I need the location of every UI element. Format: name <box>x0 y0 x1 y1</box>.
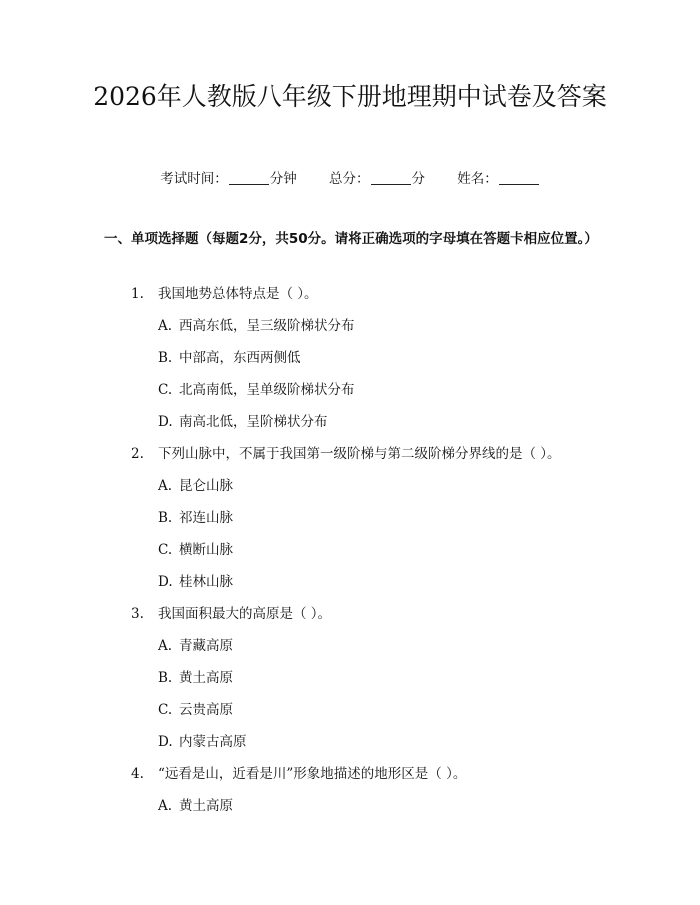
option-2a <box>158 474 233 494</box>
time-info <box>160 167 297 187</box>
option-3c <box>158 698 233 718</box>
name-blank <box>499 184 539 185</box>
option-text: 北高南低，呈单级阶梯状分布 <box>179 382 355 398</box>
name-info <box>457 167 540 187</box>
option-letter: B. <box>158 350 173 366</box>
option-text: 横断山脉 <box>179 542 233 558</box>
question-text: “远看是山，近看是川”形象地描述的地形区是（ ）。 <box>158 766 467 782</box>
option-text: 中部高，东西两侧低 <box>179 350 301 366</box>
question-text: 我国面积最大的高原是（ ）。 <box>158 606 332 622</box>
option-text: 南高北低，呈阶梯状分布 <box>179 414 328 430</box>
option-letter: D. <box>158 414 173 430</box>
option-text: 内蒙古高原 <box>179 734 247 750</box>
option-1b <box>158 346 301 366</box>
option-letter: C. <box>158 382 173 398</box>
option-letter: D. <box>158 734 173 750</box>
section-heading: 一、单项选择题（每题2分，共50分。请将正确选项的字母填在答题卡相应位置。） <box>104 231 598 247</box>
question-text: 下列山脉中，不属于我国第一级阶梯与第二级阶梯分界线的是（ ）。 <box>158 446 561 462</box>
option-2b <box>158 506 233 526</box>
question-1 <box>131 282 318 302</box>
option-letter: A. <box>158 798 173 814</box>
option-3a <box>158 634 233 654</box>
option-text: 黄土高原 <box>179 798 233 814</box>
option-letter: B. <box>158 670 173 686</box>
score-info <box>329 167 425 187</box>
option-text: 桂林山脉 <box>179 574 233 590</box>
option-2d <box>158 570 233 590</box>
option-text: 西高东低，呈三级阶梯状分布 <box>179 318 355 334</box>
option-text: 青藏高原 <box>179 638 233 654</box>
option-letter: B. <box>158 510 173 526</box>
page-title: 2026年人教版八年级下册地理期中试卷及答案 <box>93 82 607 111</box>
exam-info-line <box>0 167 700 187</box>
option-letter: D. <box>158 574 173 590</box>
option-1a <box>158 314 355 334</box>
option-letter: A. <box>158 478 173 494</box>
question-number: 3. <box>131 606 144 622</box>
question-number: 4. <box>131 766 144 782</box>
option-3b <box>158 666 233 686</box>
time-blank <box>229 184 269 185</box>
option-1c <box>158 378 355 398</box>
question-number: 1. <box>131 286 144 302</box>
question-number: 2. <box>131 446 144 462</box>
option-letter: C. <box>158 702 173 718</box>
option-4a <box>158 794 233 814</box>
score-label: 总分： <box>329 171 370 187</box>
score-blank <box>371 184 411 185</box>
time-label: 考试时间： <box>160 171 228 187</box>
option-3d <box>158 730 247 750</box>
option-letter: A. <box>158 318 173 334</box>
time-unit: 分钟 <box>269 171 297 187</box>
option-letter: A. <box>158 638 173 654</box>
option-text: 黄土高原 <box>179 670 233 686</box>
score-unit: 分 <box>411 171 425 187</box>
question-2 <box>131 442 561 462</box>
question-3 <box>131 602 331 622</box>
question-4 <box>131 762 466 782</box>
option-1d <box>158 410 328 430</box>
option-text: 昆仑山脉 <box>179 478 233 494</box>
option-text: 祁连山脉 <box>179 510 233 526</box>
option-text: 云贵高原 <box>179 702 233 718</box>
option-letter: C. <box>158 542 173 558</box>
name-label: 姓名： <box>457 171 498 187</box>
option-2c <box>158 538 233 558</box>
question-text: 我国地势总体特点是（ ）。 <box>158 286 318 302</box>
